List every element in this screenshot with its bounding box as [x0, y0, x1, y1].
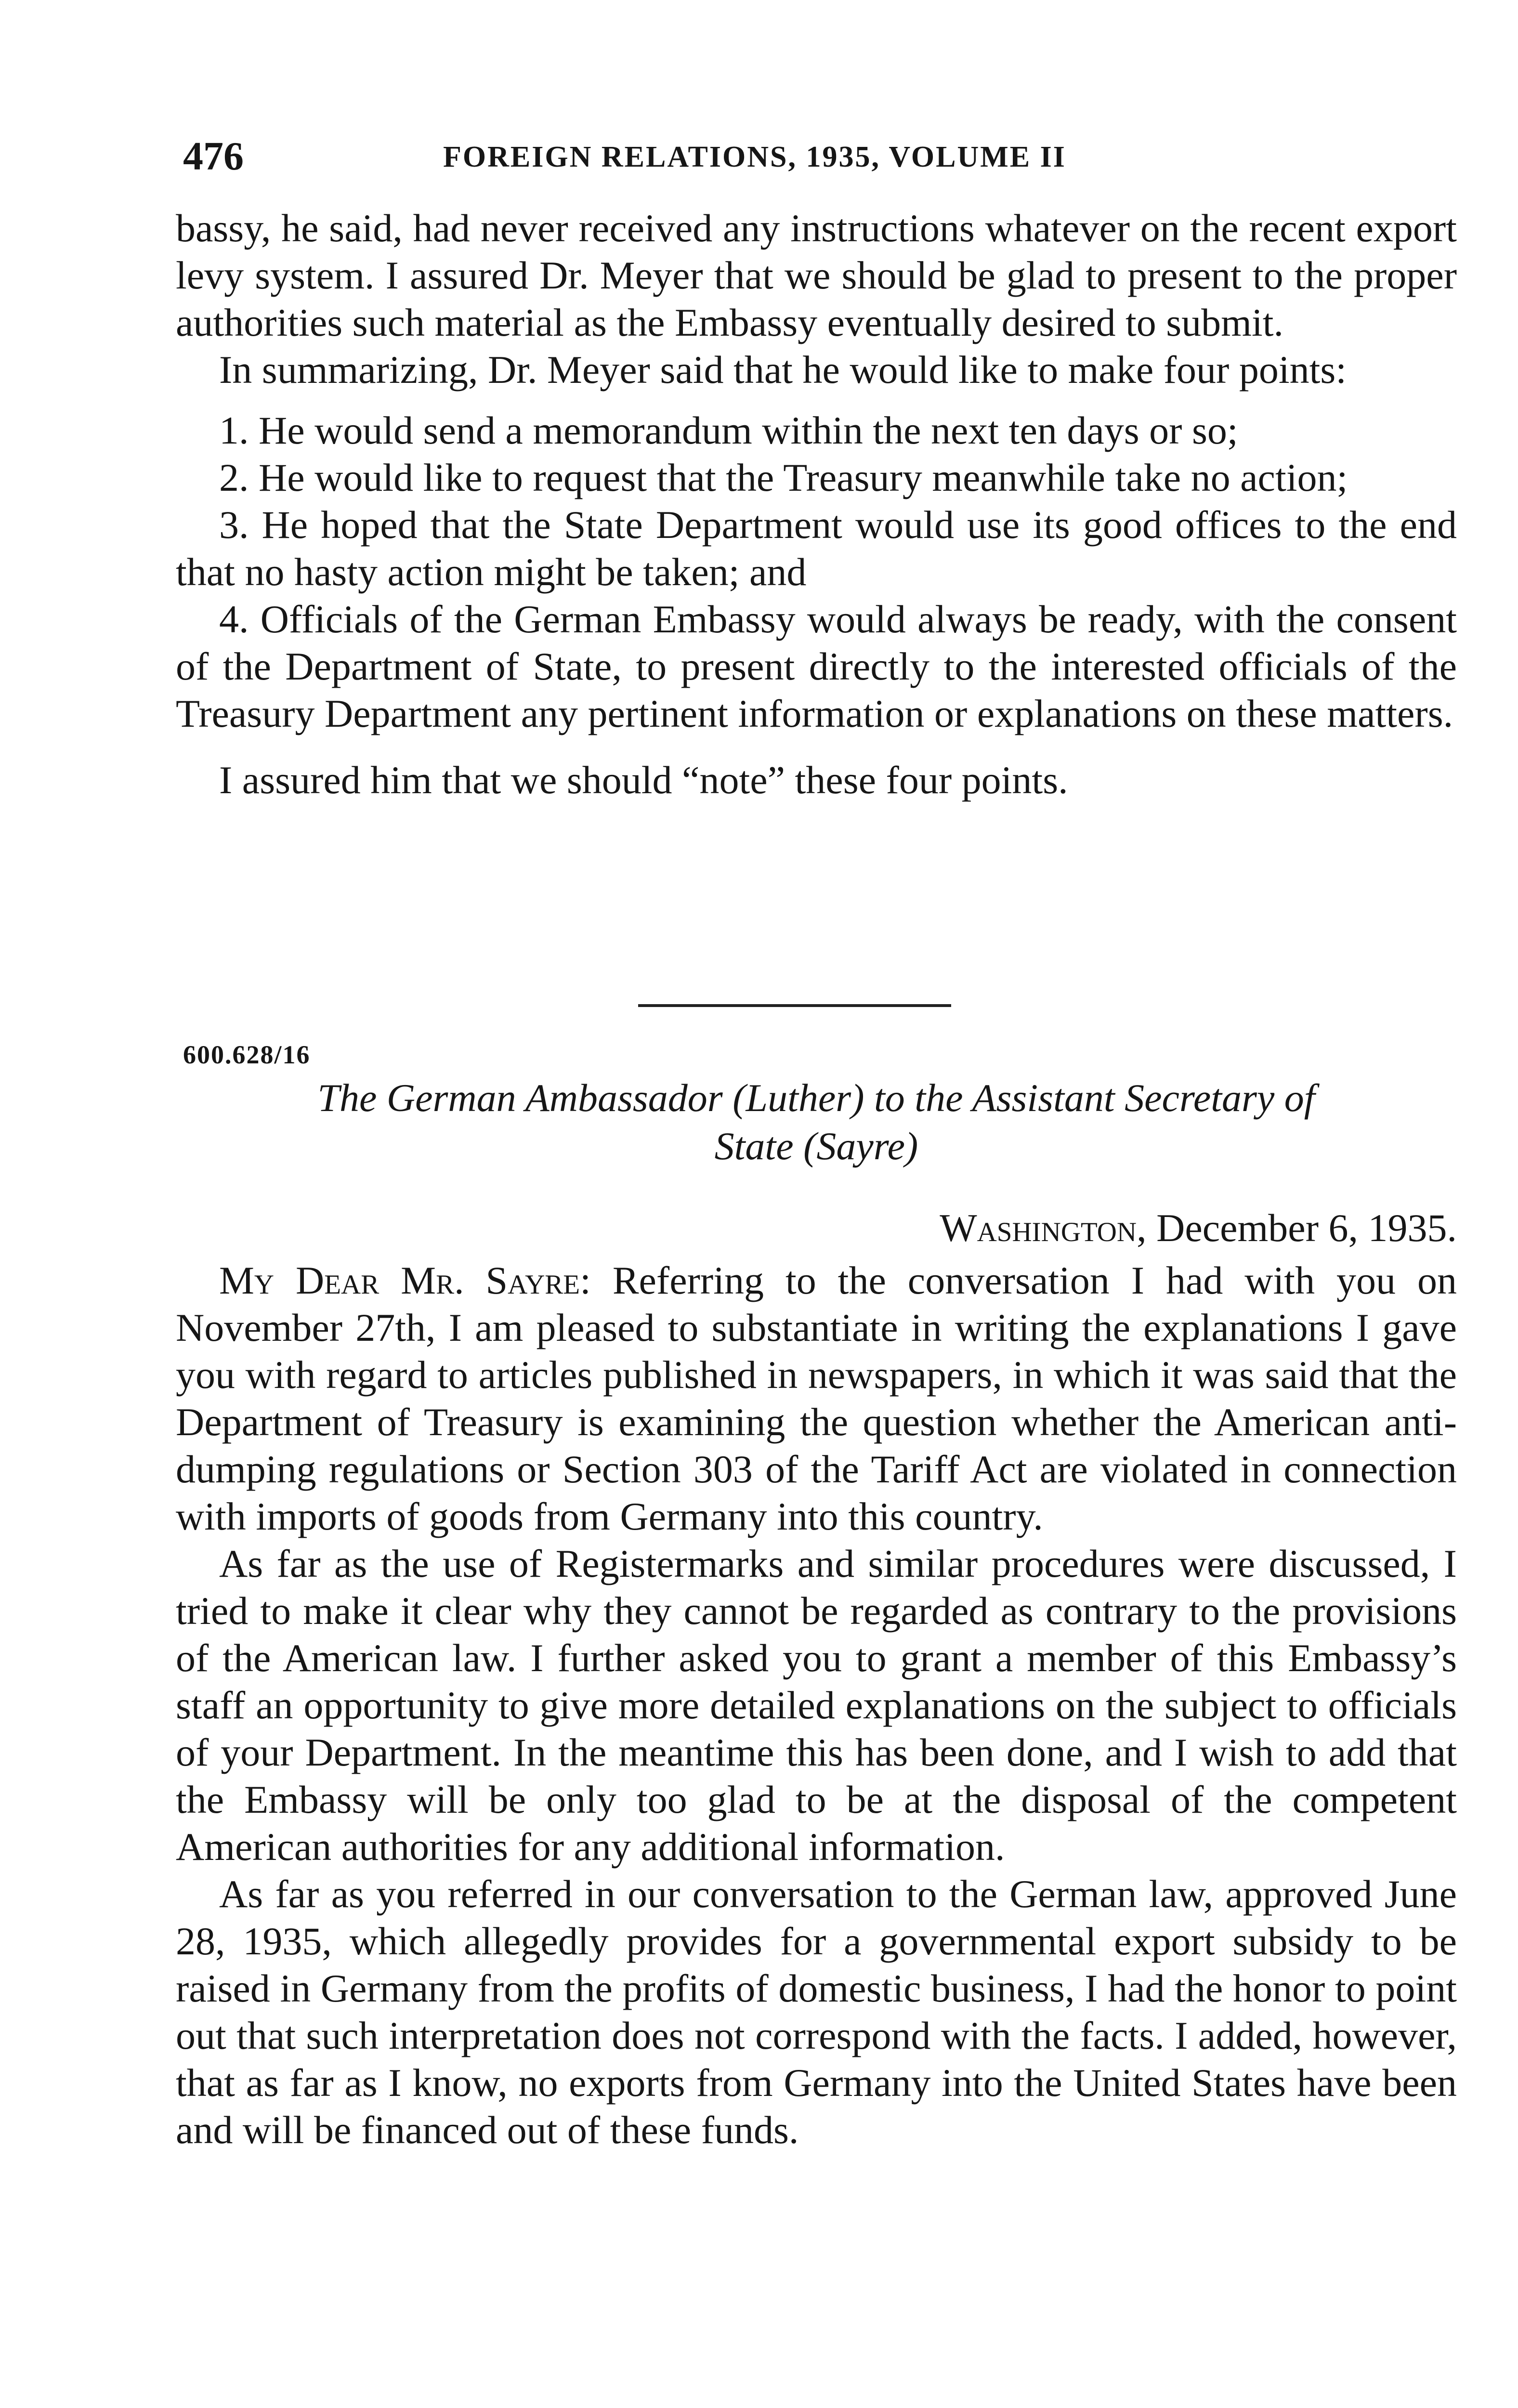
letter-paragraph-1: [176, 1257, 1457, 1540]
memo-point-2: 2. He would like to request that the Treasury meanwhile take no action;: [219, 456, 1348, 499]
memo-body: [176, 205, 1457, 804]
memo-point-3: 3. He hoped that the State Department would use its good offices to the end that no hasty action might be taken; and: [176, 503, 1457, 594]
running-head: FOREIGN RELATIONS, 1935, VOLUME II: [443, 141, 1066, 173]
memo-point-1: 1. He would send a memorandum within the next ten days or so;: [219, 408, 1238, 452]
memo-closing: I assured him that we should “note” these four points.: [219, 758, 1068, 802]
document-title: [176, 1074, 1457, 1170]
letter-paragraph-1-text: : Referring to the conversation I had with you on November 27th, I am pleased to substantiate in writing the explanations I gave you with regard to articles published in newspapers, in which it was said that the Department of Treasury is examining the question whether the American anti-dumping regulations or Section 303 of the Tariff Act are violated in connection with imports of goods from Germany into this country.: [176, 1258, 1457, 1538]
file-number: 600.628/16: [183, 1040, 311, 1069]
document-title-line-2: State (Sayre): [714, 1124, 918, 1168]
section-divider: [638, 1004, 951, 1007]
letter-body: [176, 1257, 1457, 2154]
dateline-date: , December 6, 1935.: [1137, 1206, 1457, 1250]
dateline: [176, 1204, 1457, 1252]
memo-continuation-paragraph: bassy, he said, had never received any instructions whatever on the recent export levy system. I assured Dr. Meyer that we should be glad to present to the proper authorities such material as the Embassy eventually desired to submit.: [176, 206, 1457, 344]
letter-paragraph-2: As far as the use of Registermarks and similar procedures were discussed, I tried to make it clear why they cannot be regarded as contrary to the provisions of the American law. I further asked you to grant a member of this Embassy’s staff an opportunity to give more detailed explanations on the subject to officials of your Department. In the meantime this has been done, and I wish to add that the Embassy will be only too glad to be at the disposal of the competent American authorities for any additional information.: [176, 1542, 1457, 1869]
memo-point-4: 4. Officials of the German Embassy would always be ready, with the consent of the Department of State, to present directly to the interested officials of the Treasury Department any pertinent information or explanations on these matters.: [176, 597, 1457, 735]
letter-paragraph-3: As far as you referred in our conversation to the German law, approved June 28, 1935, which allegedly provides for a governmental export subsidy to be raised in Germany from the profits of domestic business, I had the honor to point out that such interpretation does not correspond with the facts. I added, however, that as far as I know, no exports from Germany into the United States have been and will be financed out of these funds.: [176, 1872, 1457, 2152]
salutation: My Dear Mr. Sayre: [219, 1258, 580, 1302]
page-header: [183, 130, 1454, 183]
memo-summary-intro: In summarizing, Dr. Meyer said that he would like to make four points:: [219, 348, 1347, 392]
dateline-place: Washington: [940, 1206, 1137, 1250]
document-title-line-1: The German Ambassador (Luther) to the Assistant Secretary of: [317, 1076, 1315, 1120]
page-number: 476: [183, 134, 244, 179]
